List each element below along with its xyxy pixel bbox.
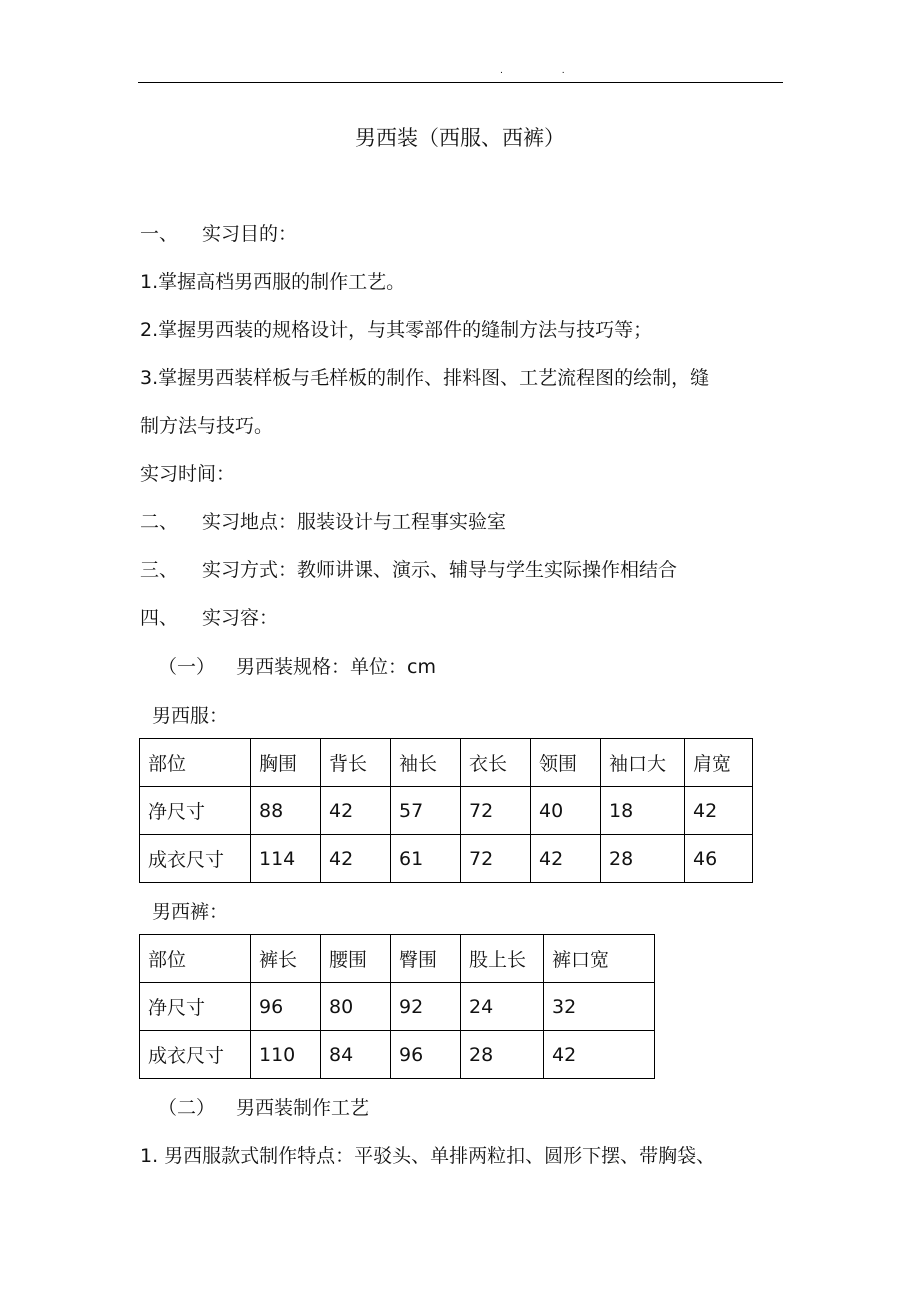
table-cell: 114 [251, 835, 321, 883]
section1-item-1: 1.掌握高档男西服的制作工艺。 [140, 271, 406, 293]
table-cell: 裤口宽 [544, 935, 655, 983]
table-row [140, 983, 655, 1031]
table-row [140, 935, 655, 983]
table-cell: 42 [321, 787, 391, 835]
header-dots: . . [500, 66, 593, 76]
table-cell: 72 [461, 835, 531, 883]
table-cell: 72 [461, 787, 531, 835]
practice-time: 实习时间： [140, 463, 236, 485]
table-row [140, 739, 753, 787]
table-cell: 臀围 [391, 935, 461, 983]
section1-item-3: 3.掌握男西装样板与毛样板的制作、排料图、工艺流程图的绘制，缝 [140, 367, 710, 389]
table-cell: 32 [544, 983, 655, 1031]
table-cell: 袖口大 [601, 739, 685, 787]
table-cell: 42 [531, 835, 601, 883]
table-cell: 42 [685, 787, 753, 835]
table-cell: 部位 [140, 935, 251, 983]
table-cell: 裤长 [251, 935, 321, 983]
page-title: 男西装（西服、西裤） [355, 126, 565, 150]
header-rule [138, 82, 783, 83]
table-cell: 成衣尺寸 [140, 1031, 251, 1079]
section1-number: 一、 [140, 223, 179, 245]
table-cell: 84 [321, 1031, 391, 1079]
process-text: 男西装制作工艺 [236, 1097, 370, 1119]
table-row [140, 787, 753, 835]
section1-item-2: 2.掌握男西装的规格设计，与其零部件的缝制方法与技巧等； [140, 319, 653, 341]
table-row [140, 835, 753, 883]
table-cell: 88 [251, 787, 321, 835]
table-cell: 领围 [531, 739, 601, 787]
section2-text: 实习地点：服装设计与工程事实验室 [202, 511, 507, 533]
spec-heading [158, 653, 436, 681]
section3-line [140, 556, 677, 584]
table-cell: 袖长 [391, 739, 461, 787]
jacket-label: 男西服： [152, 705, 229, 727]
table-cell: 衣长 [461, 739, 531, 787]
table-cell: 成衣尺寸 [140, 835, 251, 883]
table-cell: 57 [391, 787, 461, 835]
feature-line: 1. 男西服款式制作特点：平驳头、单排两粒扣、圆形下摆、带胸袋、 [140, 1145, 716, 1167]
section2-number: 二、 [140, 511, 179, 533]
section4-line [140, 604, 278, 632]
table-cell: 80 [321, 983, 391, 1031]
section3-text: 实习方式：教师讲课、演示、辅导与学生实际操作相结合 [202, 559, 678, 581]
table-cell: 背长 [321, 739, 391, 787]
table-row [140, 1031, 655, 1079]
section1-title: 实习目的： [202, 223, 298, 245]
process-heading [158, 1094, 369, 1122]
table-cell: 28 [601, 835, 685, 883]
table-cell: 40 [531, 787, 601, 835]
table-cell: 肩宽 [685, 739, 753, 787]
table-cell: 18 [601, 787, 685, 835]
section1-item-3-cont: 制方法与技巧。 [140, 415, 274, 437]
table-cell: 净尺寸 [140, 787, 251, 835]
table-cell: 42 [321, 835, 391, 883]
trousers-label: 男西裤： [152, 901, 229, 923]
section3-number: 三、 [140, 559, 179, 581]
table-cell: 61 [391, 835, 461, 883]
table-cell: 96 [391, 1031, 461, 1079]
section1-heading [140, 220, 297, 248]
section4-number: 四、 [140, 607, 179, 629]
process-number: （二） [158, 1097, 216, 1119]
section4-text: 实习容： [202, 607, 279, 629]
table-cell: 46 [685, 835, 753, 883]
table-cell: 28 [461, 1031, 544, 1079]
spec-number: （一） [158, 656, 216, 678]
table-cell: 92 [391, 983, 461, 1031]
trousers-spec-table [139, 934, 655, 1079]
table-cell: 110 [251, 1031, 321, 1079]
jacket-spec-table [139, 738, 753, 883]
table-cell: 腰围 [321, 935, 391, 983]
table-cell: 股上长 [461, 935, 544, 983]
table-cell: 部位 [140, 739, 251, 787]
table-cell: 24 [461, 983, 544, 1031]
table-cell: 96 [251, 983, 321, 1031]
table-cell: 净尺寸 [140, 983, 251, 1031]
section2-line [140, 508, 506, 536]
spec-text: 男西装规格：单位：cm [236, 656, 436, 678]
table-cell: 胸围 [251, 739, 321, 787]
table-cell: 42 [544, 1031, 655, 1079]
